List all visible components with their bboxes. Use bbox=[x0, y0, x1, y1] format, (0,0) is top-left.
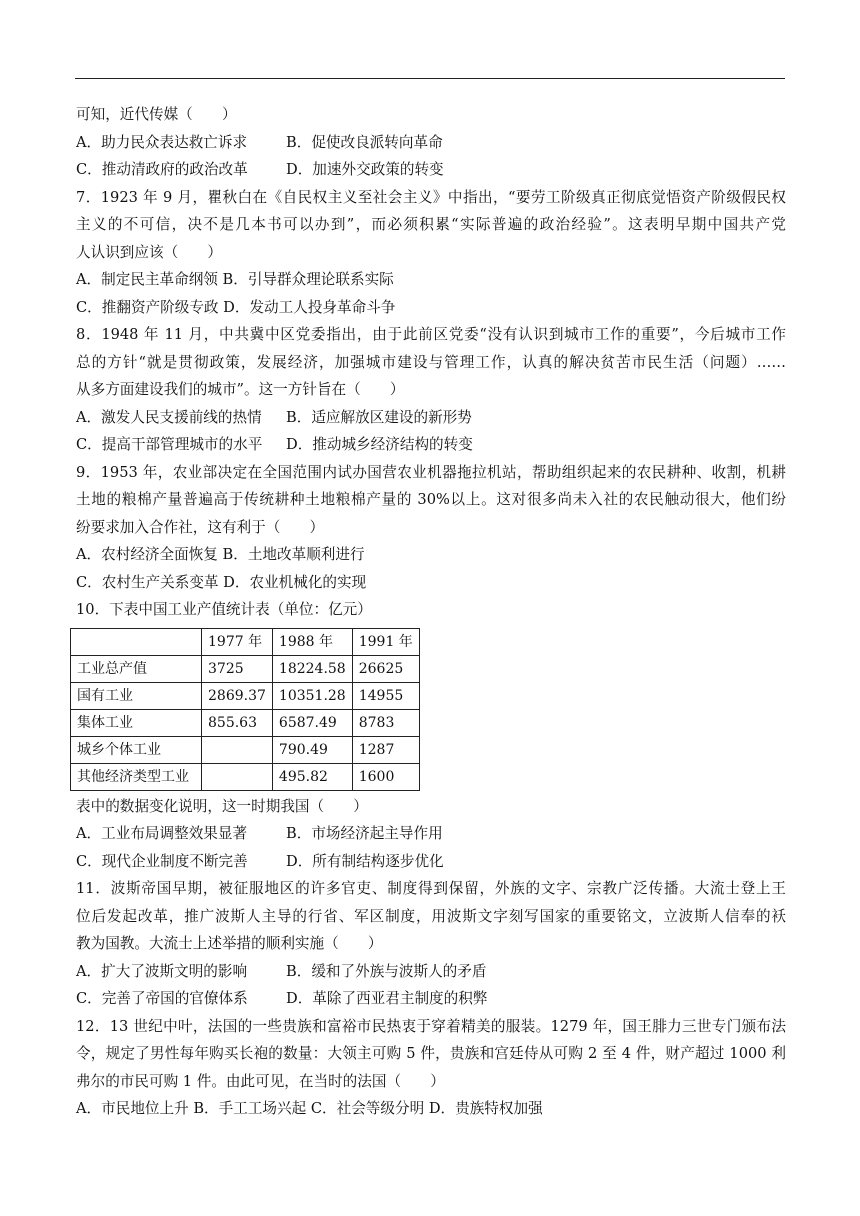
table-cell: 790.49 bbox=[272, 736, 352, 763]
q11-option-b[interactable]: B．缓和了外族与波斯人的矛盾 bbox=[286, 962, 487, 980]
table-row bbox=[71, 682, 420, 709]
q8-stem-line3: 从多方面建设我们的城市”。这一方针旨在（ ） bbox=[76, 381, 405, 398]
table-header-cell: 1977 年 bbox=[202, 628, 273, 655]
q11-options-row2 bbox=[76, 985, 786, 1013]
q12-stem-line3: 弗尔的市民可购 1 件。由此可见，在当时的法国（ ） bbox=[76, 1072, 445, 1090]
q11-stem-line3: 教为国教。大流士上述举措的顺利实施（ ） bbox=[76, 935, 383, 952]
q10-options-row1 bbox=[76, 820, 786, 848]
q11-options-row1 bbox=[76, 958, 786, 986]
table-cell: 工业总产值 bbox=[71, 655, 202, 682]
q8-options-row2 bbox=[76, 431, 786, 459]
q7-stem-line3: 人认识到应该（ ） bbox=[76, 243, 222, 261]
industry-output-table bbox=[70, 628, 420, 791]
q9-stem-line1: 9．1953 年，农业部决定在全国范围内试办国营农业机器拖拉机站，帮助组织起来的农民耕种、收割，机耕 bbox=[76, 463, 786, 481]
q12-options-row[interactable]: A．市民地位上升 B．手工工场兴起 C．社会等级分明 D．贵族特权加强 bbox=[76, 1100, 543, 1117]
q10-after-table: 表中的数据变化说明，这一时期我国（ ） bbox=[76, 797, 368, 815]
table-cell: 6587.49 bbox=[272, 709, 352, 736]
table-cell: 26625 bbox=[352, 655, 419, 682]
q11-option-a[interactable]: A．扩大了波斯文明的影响 bbox=[76, 962, 248, 980]
table-row bbox=[71, 763, 420, 790]
q7-stem-line1: 7．1923 年 9 月，瞿秋白在《自民权主义至社会主义》中指出，“要劳工阶级真正彻底觉悟资产阶级假民权 bbox=[76, 188, 786, 206]
q11-option-d[interactable]: D．革除了西亚君主制度的积弊 bbox=[286, 990, 488, 1007]
table-cell bbox=[202, 763, 273, 790]
table-cell bbox=[202, 736, 273, 763]
q11-stem-line2: 位后发起改革，推广波斯人主导的行省、军区制度，用波斯文字刻写国家的重要铭文，立波斯人信奉的袄 bbox=[76, 907, 786, 925]
table-cell: 其他经济类型工业 bbox=[71, 763, 202, 790]
table-cell: 集体工业 bbox=[71, 709, 202, 736]
table-row bbox=[71, 736, 420, 763]
table-cell: 8783 bbox=[352, 709, 419, 736]
q8-options-row1 bbox=[76, 404, 786, 432]
q12-stem-line2: 令，规定了男性每年购买长袍的数量：大领主可购 5 件，贵族和宫廷侍从可购 2 至 4 件，财产超过 1000 利 bbox=[76, 1045, 786, 1062]
q11-option-c[interactable]: C．完善了帝国的官僚体系 bbox=[76, 990, 248, 1007]
q6-options-row2 bbox=[76, 156, 786, 184]
q6-stem: 可知，近代传媒（ ） bbox=[76, 106, 237, 123]
q12-stem-line1: 12．13 世纪中叶，法国的一些贵族和富裕市民热衷于穿着精美的服装。1279 年，国王腓力三世专门颁布法 bbox=[76, 1017, 786, 1035]
table-cell: 855.63 bbox=[202, 709, 273, 736]
header-rule bbox=[75, 78, 785, 79]
q8-option-d[interactable]: D．推动城乡经济结构的转变 bbox=[286, 436, 473, 453]
table-row bbox=[71, 655, 420, 682]
table-cell: 城乡个体工业 bbox=[71, 736, 202, 763]
table-cell: 10351.28 bbox=[272, 682, 352, 709]
table-row bbox=[71, 709, 420, 736]
q9-options-row1[interactable]: A．农村经济全面恢复 B．土地改革顺利进行 bbox=[76, 546, 365, 563]
q7-options-row1[interactable]: A．制定民主革命纲领 B．引导群众理论联系实际 bbox=[76, 271, 394, 288]
table-cell: 1287 bbox=[352, 736, 419, 763]
q8-option-a[interactable]: A．激发人民支援前线的热情 bbox=[76, 408, 262, 426]
table-cell: 1600 bbox=[352, 763, 419, 790]
q9-stem-line3: 纷要求加入合作社，这有利于（ ） bbox=[76, 518, 325, 536]
q6-option-b[interactable]: B．促使改良派转向革命 bbox=[286, 133, 443, 151]
q9-stem-line2: 土地的粮棉产量普遍高于传统耕种土地粮棉产量的 30%以上。这对很多尚未入社的农民触动很大，他们纷 bbox=[76, 491, 786, 508]
q10-options-row2 bbox=[76, 848, 786, 876]
table-cell: 国有工业 bbox=[71, 682, 202, 709]
q8-stem-line1: 8．1948 年 11 月，中共冀中区党委指出，由于此前区党委“没有认识到城市工作的重要”，今后城市工作 bbox=[76, 326, 786, 343]
q8-stem-line2: 总的方针“就是贯彻政策，发展经济，加强城市建设与管理工作，认真的解决贫苦市民生活（问题）…… bbox=[76, 353, 786, 371]
table-header-row bbox=[71, 628, 420, 655]
q6-option-d[interactable]: D．加速外交政策的转变 bbox=[286, 161, 444, 178]
table-header-cell: 1988 年 bbox=[272, 628, 352, 655]
exam-page bbox=[76, 101, 786, 1123]
q7-stem-line2: 主义的不可信，决不是几本书可以办到”，而必须积累“实际普遍的政治经验”。这表明早期中国共产党 bbox=[76, 216, 786, 233]
table-header-cell: 1991 年 bbox=[352, 628, 419, 655]
table-cell: 2869.37 bbox=[202, 682, 273, 709]
q11-stem-line1: 11．波斯帝国早期，被征服地区的许多官吏、制度得到保留，外族的文字、宗教广泛传播。大流士登上王 bbox=[76, 880, 786, 897]
table-cell: 3725 bbox=[202, 655, 273, 682]
q6-options-row1 bbox=[76, 129, 786, 157]
q7-options-row2[interactable]: C．推翻资产阶级专政 D．发动工人投身革命斗争 bbox=[76, 298, 396, 316]
q9-options-row2[interactable]: C．农村生产关系变革 D．农业机械化的实现 bbox=[76, 573, 367, 591]
table-cell: 495.82 bbox=[272, 763, 352, 790]
q8-option-c[interactable]: C．提高干部管理城市的水平 bbox=[76, 436, 263, 453]
q10-option-d[interactable]: D．所有制结构逐步优化 bbox=[286, 852, 444, 870]
q8-option-b[interactable]: B．适应解放区建设的新形势 bbox=[286, 408, 472, 426]
q10-option-b[interactable]: B．市场经济起主导作用 bbox=[286, 825, 443, 842]
q10-stem: 10．下表中国工业产值统计表（单位：亿元） bbox=[76, 601, 372, 618]
q10-option-a[interactable]: A．工业布局调整效果显著 bbox=[76, 825, 248, 842]
table-cell: 14955 bbox=[352, 682, 419, 709]
q10-option-c[interactable]: C．现代企业制度不断完善 bbox=[76, 852, 248, 870]
table-cell: 18224.58 bbox=[272, 655, 352, 682]
q6-option-c[interactable]: C．推动清政府的政治改革 bbox=[76, 161, 248, 178]
q6-option-a[interactable]: A．助力民众表达救亡诉求 bbox=[76, 133, 248, 151]
table-header-cell bbox=[71, 628, 202, 655]
